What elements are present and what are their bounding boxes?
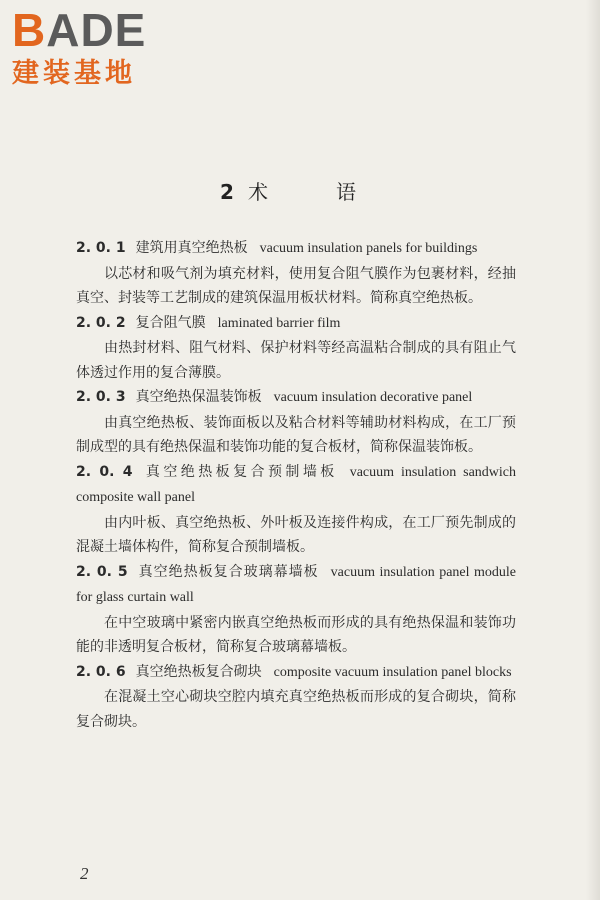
page-number: 2: [80, 864, 89, 883]
term-definition: 由内叶板、真空绝热板、外叶板及连接件构成，在工厂预先制成的混凝土墙体构件，简称复合预制墙板。: [76, 514, 516, 555]
term-english: composite vacuum insulation panel blocks: [273, 664, 512, 680]
term-heading: [76, 311, 516, 337]
term-chinese: 真空绝热板复合预制墙板: [142, 463, 338, 480]
term-definition: 由真空绝热板、装饰面板以及粘合材料等辅助材料构成，在工厂预制成型的具有绝热保温和装饰功能的复合板材，简称保温装饰板。: [76, 414, 516, 455]
term-number: 2. 0. 3: [76, 389, 126, 405]
term-chinese: 真空绝热板复合玻璃幕墙板: [137, 563, 319, 580]
page-edge-shadow: [586, 0, 600, 900]
term-heading: [76, 660, 516, 686]
logo-wordmark: [12, 6, 172, 54]
term-entry: [76, 660, 516, 735]
term-english: vacuum insulation decorative panel: [273, 390, 473, 405]
term-english: vacuum insulation panel module for glass curtain wall: [76, 564, 517, 605]
chapter-title: 术 语: [247, 180, 380, 204]
logo-letter-accent: B: [12, 4, 47, 56]
bade-logo: [12, 6, 172, 96]
term-definition: 以芯材和吸气剂为填充材料，使用复合阻气膜作为包裹材料，经抽真空、封装等工艺制成的建筑保温用板状材料。简称真空绝热板。: [76, 265, 516, 306]
term-chinese: 真空绝热保温装饰板: [135, 389, 262, 405]
term-heading: [76, 560, 516, 611]
term-entry: [76, 460, 516, 560]
term-number: 2. 0. 6: [76, 663, 126, 680]
term-entry: [76, 560, 516, 660]
term-chinese: 复合阻气膜: [135, 314, 206, 331]
term-english: vacuum insulation panels for buildings: [259, 241, 478, 256]
term-english: laminated barrier film: [217, 315, 341, 331]
term-heading: [76, 236, 516, 262]
term-definition: 在中空玻璃中紧密内嵌真空绝热板而形成的具有绝热保温和装饰功能的非透明复合板材，简称复合玻璃幕墙板。: [76, 614, 516, 655]
chapter-heading: [0, 176, 600, 205]
term-number: 2. 0. 1: [76, 240, 126, 256]
term-heading: [76, 385, 516, 411]
logo-subtitle: 建装基地: [12, 58, 136, 89]
term-chinese: 建筑用真空绝热板: [135, 240, 248, 256]
term-definition: 在混凝土空心砌块空腔内填充真空绝热板而形成的复合砌块，简称复合砌块。: [76, 689, 516, 730]
term-entry: [76, 311, 516, 386]
chapter-number: 2: [220, 180, 234, 204]
logo-letters: ADE: [46, 4, 147, 56]
term-number: 2. 0. 4: [76, 463, 133, 480]
term-entry: [76, 236, 516, 311]
term-number: 2. 0. 5: [76, 563, 128, 580]
terms-list: [76, 236, 516, 734]
term-entry: [76, 385, 516, 460]
term-english: vacuum insulation sandwich composite wall panel: [76, 464, 517, 505]
term-number: 2. 0. 2: [76, 314, 126, 331]
term-chinese: 真空绝热板复合砌块: [135, 663, 262, 680]
term-definition: 由热封材料、阻气材料、保护材料等经高温粘合制成的具有阻止气体透过作用的复合薄膜。: [76, 340, 516, 381]
term-heading: [76, 460, 516, 511]
